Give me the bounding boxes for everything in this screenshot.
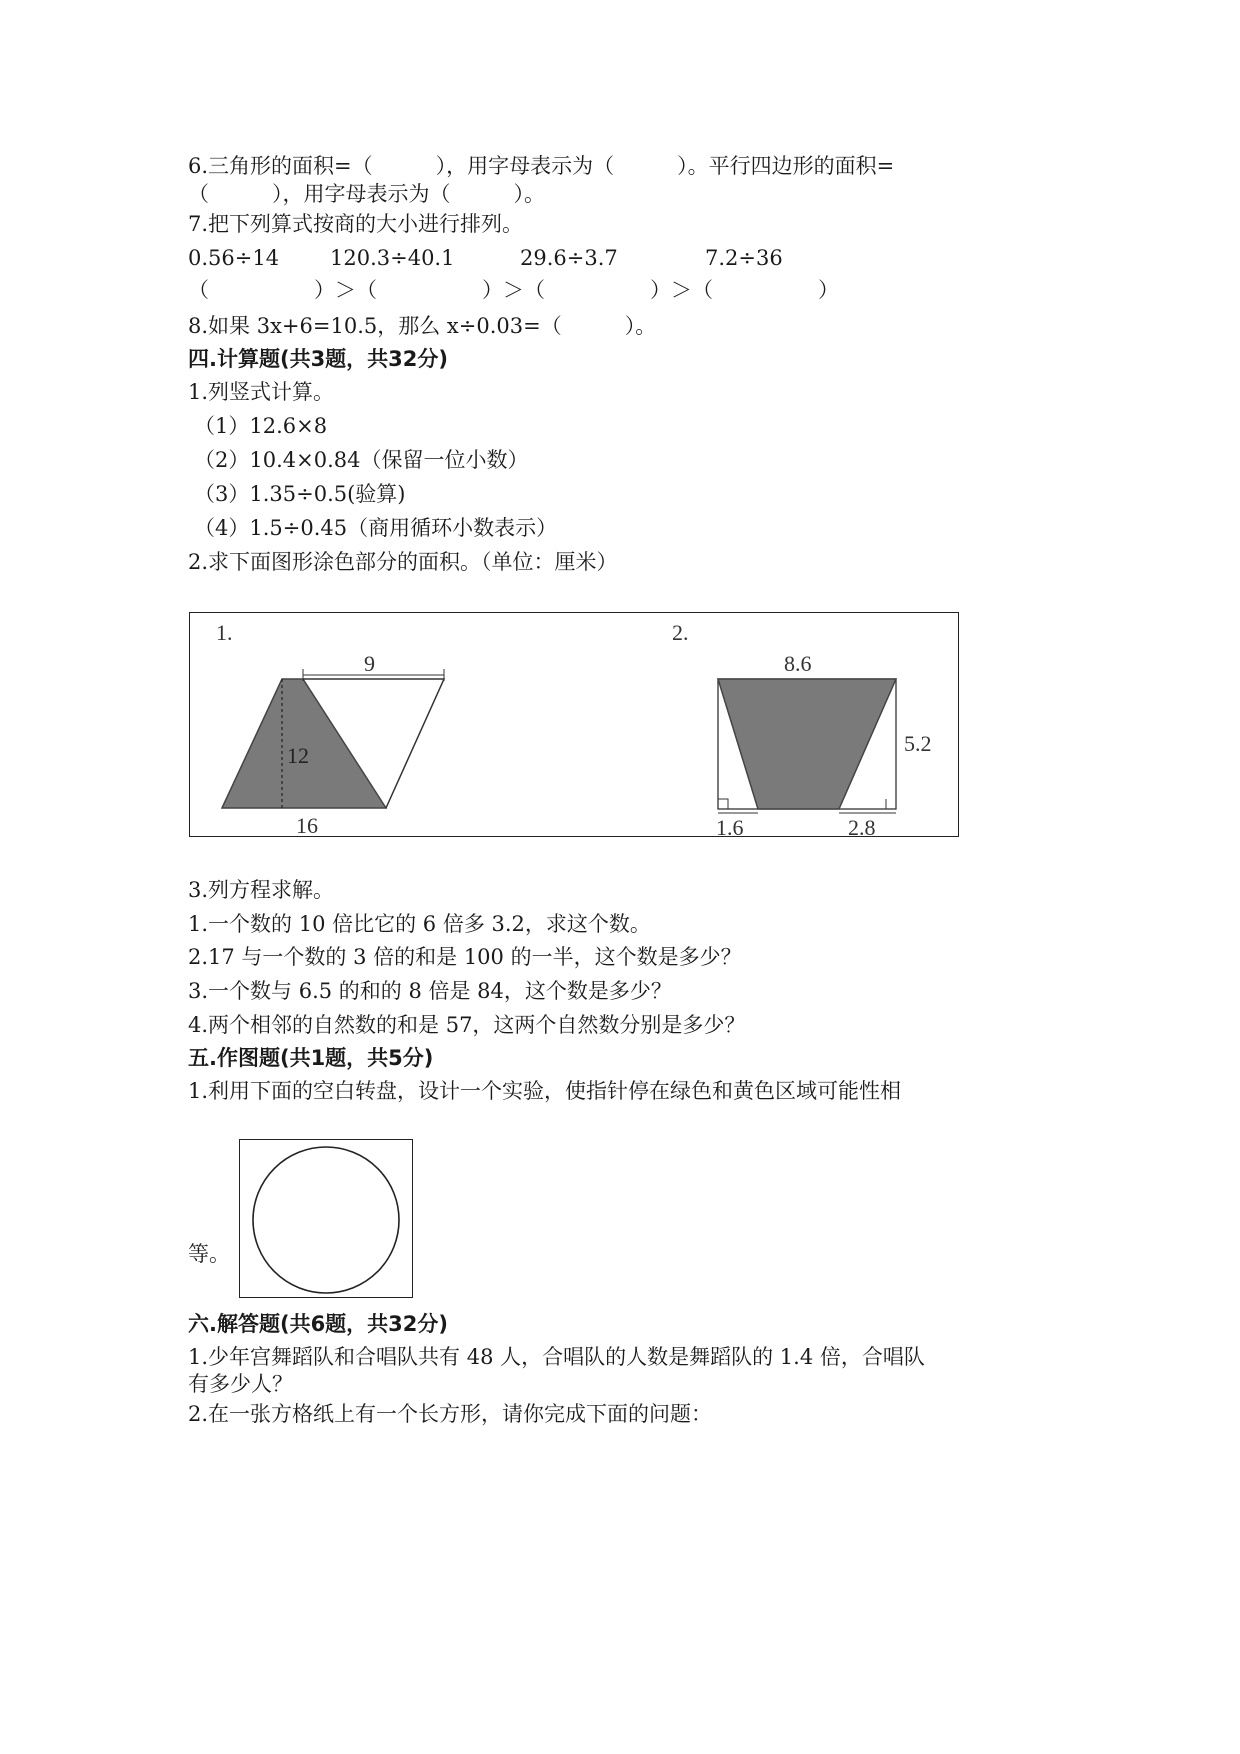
q7-item: 120.3÷40.1	[330, 246, 455, 270]
s4-q3-item: 3.一个数与 6.5 的和的 8 倍是 84，这个数是多少？	[188, 979, 672, 1003]
area-figure-box	[189, 612, 959, 837]
fig2-height-label: 5.2	[904, 731, 932, 756]
s6-q2: 2.在一张方格纸上有一个长方形，请你完成下面的问题：	[188, 1402, 713, 1426]
q6-line1: 6.三角形的面积=（ ），用字母表示为（ ）。平行四边形的面积=	[188, 154, 895, 178]
fig1-base-label: 16	[296, 813, 318, 838]
s4-q1: 1.列竖式计算。	[188, 380, 335, 404]
q8-text: 8.如果 3x+6=10.5，那么 x÷0.03=（ ）。	[188, 314, 657, 338]
section4-heading: 四.计算题(共3题，共32分)	[188, 347, 449, 371]
s4-q3-item: 1.一个数的 10 倍比它的 6 倍多 3.2，求这个数。	[188, 912, 651, 936]
section5-heading: 五.作图题(共1题，共5分)	[188, 1046, 434, 1070]
s6-q1-line1: 1.少年宫舞蹈队和合唱队共有 48 人，合唱队的人数是舞蹈队的 1.4 倍，合唱队	[188, 1345, 925, 1369]
fig1-top-label: 9	[364, 651, 375, 676]
q7-order-blanks: （ ）＞（ ）＞（ ）＞（ ）	[188, 278, 839, 302]
blank-spinner-box	[239, 1139, 413, 1298]
q7-item: 0.56÷14	[188, 246, 280, 270]
s4-q1-item: （2）10.4×0.84（保留一位小数）	[194, 448, 529, 472]
s4-q3-item: 2.17 与一个数的 3 倍的和是 100 的一半，这个数是多少？	[188, 945, 742, 969]
section6-heading: 六.解答题(共6题，共32分)	[188, 1312, 449, 1336]
s4-q2: 2.求下面图形涂色部分的面积。（单位：厘米）	[188, 550, 618, 574]
fig2-left-label: 1.6	[716, 815, 744, 838]
q7-text: 7.把下列算式按商的大小进行排列。	[188, 212, 524, 236]
s4-q1-item: （1）12.6×8	[194, 414, 328, 438]
blank-spinner-circle	[240, 1140, 412, 1297]
fig2-right-label: 2.8	[848, 815, 876, 838]
fig2-top-label: 8.6	[784, 651, 812, 676]
fig1-height-label: 12	[287, 743, 309, 768]
s6-q1-line2: 有多少人？	[188, 1372, 293, 1396]
s4-q3-item: 4.两个相邻的自然数的和是 57，这两个自然数分别是多少？	[188, 1013, 746, 1037]
q7-item: 29.6÷3.7	[520, 246, 618, 270]
fig2-label: 2.	[672, 620, 689, 645]
s4-q1-item: （3）1.35÷0.5(验算)	[194, 482, 406, 506]
s5-q1-end: 等。	[188, 1242, 230, 1266]
s4-q1-item: （4）1.5÷0.45（商用循环小数表示）	[194, 516, 558, 540]
s5-q1: 1.利用下面的空白转盘，设计一个实验，使指针停在绿色和黄色区域可能性相	[188, 1079, 902, 1103]
q6-line2: （ ），用字母表示为（ ）。	[188, 182, 545, 206]
fig1-label: 1.	[216, 620, 233, 645]
fig2-shaded-trapezoid	[718, 679, 896, 809]
q7-item: 7.2÷36	[705, 246, 783, 270]
s4-q3: 3.列方程求解。	[188, 878, 335, 902]
area-figures	[190, 613, 960, 838]
